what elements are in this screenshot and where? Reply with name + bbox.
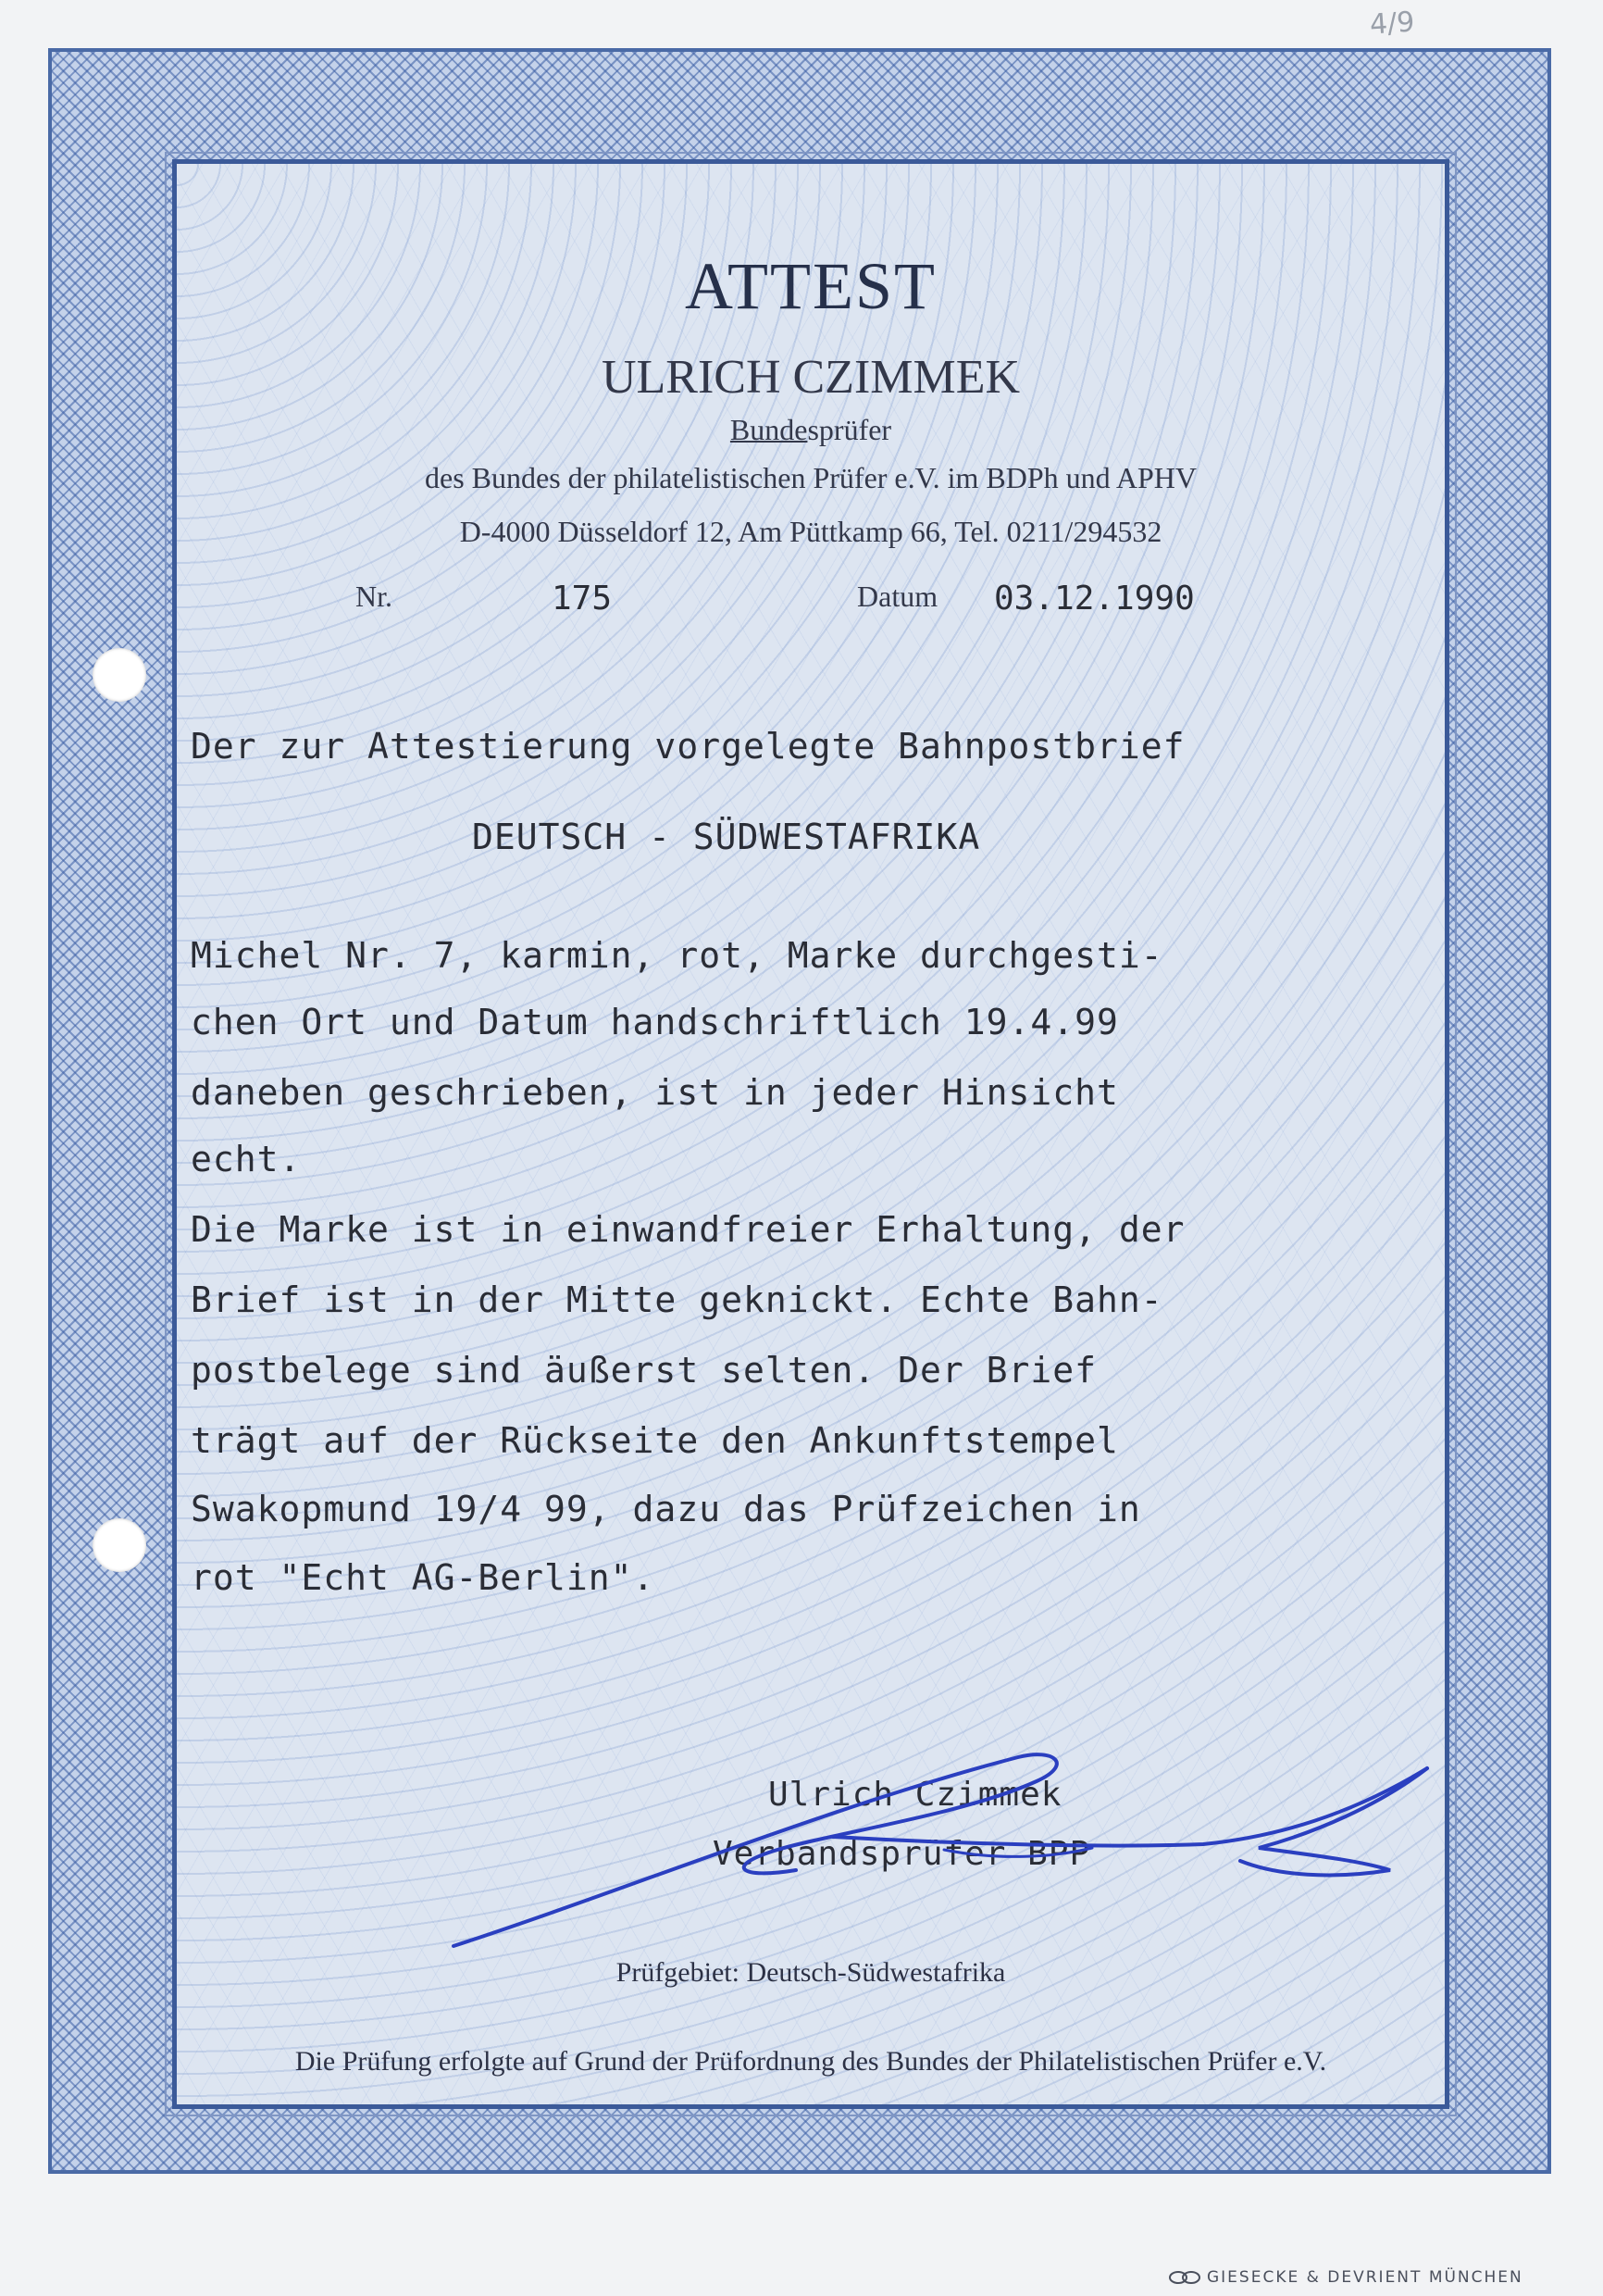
examiner-name: ULRICH CZIMMEK [601,351,1021,404]
role-prefix: Bunde [729,413,808,446]
body-heading: DEUTSCH - SÜDWESTAFRIKA [472,817,981,857]
body-line: Michel Nr. 7, karmin, rot, Marke durchgesti- [191,935,1163,976]
nr-label: Nr. [355,580,392,613]
pencil-mark: 4/9 [1368,6,1416,42]
printer-imprint [1168,2268,1523,2287]
body-line: Der zur Attestierung vorgelegte Bahnpostbrief [191,726,1186,767]
body-line: postbelege sind äußerst selten. Der Brief [191,1350,1097,1391]
gd-logo-icon [1168,2270,1201,2285]
examiner-role [172,413,1449,447]
printer-name: GIESECKE & DEVRIENT MÜNCHEN [1207,2268,1523,2287]
association-line: des Bundes der philatelistischen Prüfer e.V. im BDPh und APHV [424,461,1197,494]
address-line: D-4000 Düsseldorf 12, Am Püttkamp 66, Tel. 0211/294532 [459,515,1162,548]
body-line: chen Ort und Datum handschriftlich 19.4.99 [191,1002,1119,1042]
punch-hole-top [93,648,146,702]
body-line: daneben geschrieben, ist in jeder Hinsicht [191,1072,1119,1113]
certificate-title: ATTEST [685,249,937,323]
punch-hole-bottom [93,1518,146,1572]
body-line: trägt auf der Rückseite den Ankunftstempel [191,1420,1119,1461]
signatory-name: Ulrich Czimmek [768,1776,1062,1814]
nr-value: 175 [552,580,613,618]
date-value: 03.12.1990 [994,580,1195,618]
examination-footnote: Die Prüfung erfolgte auf Grund der Prüfordnung des Bundes der Philatelistischen Prüfer e.V. [294,2046,1327,2077]
body-line: echt. [191,1139,302,1179]
examination-scope: Prüfgebiet: Deutsch-Südwestafrika [615,1957,1006,1988]
date-label: Datum [857,580,938,613]
role-suffix: sprüfer [807,413,892,446]
body-line: rot "Echt AG-Berlin". [191,1557,655,1598]
body-line: Die Marke ist in einwandfreier Erhaltung, der [191,1209,1186,1250]
body-line: Brief ist in der Mitte geknickt. Echte Bahn- [191,1279,1163,1320]
body-line: Swakopmund 19/4 99, dazu das Prüfzeichen in [191,1489,1141,1529]
signatory-title: Verbandsprüfer BPP [713,1835,1091,1873]
handwritten-signature [444,1741,1444,1963]
